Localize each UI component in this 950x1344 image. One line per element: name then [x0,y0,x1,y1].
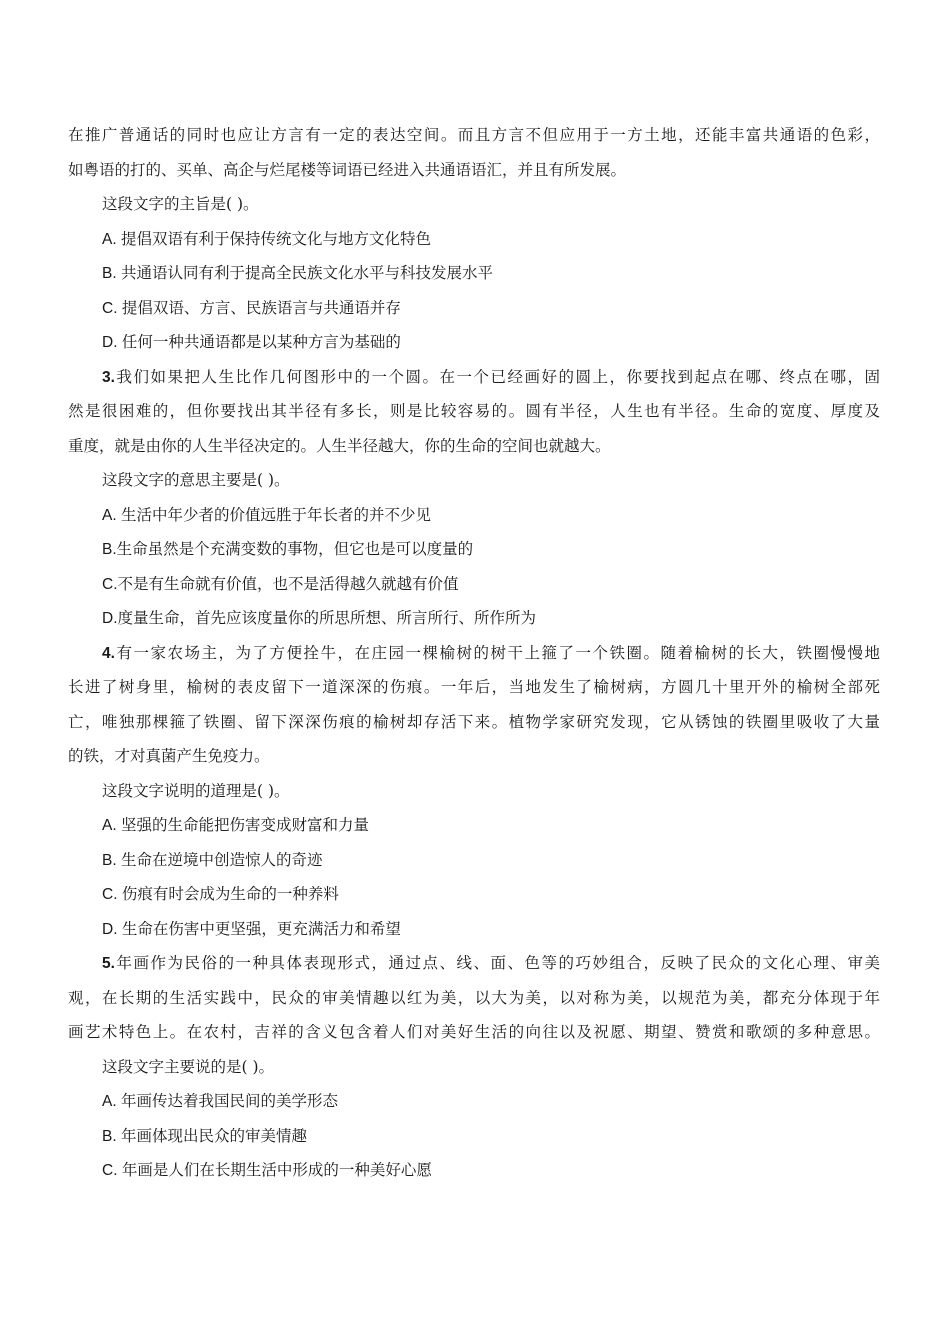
option-text: 生命虽然是个充满变数的事物，但它也是可以度量的 [116,540,474,558]
option-a [68,222,880,257]
option-letter: B. [102,265,121,282]
passage-line: 如粤语的打的、买单、高企与烂尾楼等词语已经进入共通语语汇，并且有所发展。 [68,160,627,179]
question-number: 4. [102,644,115,662]
option-c [68,877,880,912]
option-letter: B. [102,541,117,558]
option-c [68,1153,880,1188]
question-prompt: 这段文字的意思主要是( )。 [102,471,290,489]
passage-line [68,636,880,671]
option-b [68,256,880,291]
option-letter: D. [102,920,122,938]
option-d [68,912,880,947]
passage-text: 年画作为民俗的一种具体表现形式，通过点、线、面、色等的巧妙组合，反映了民众的文化心理、审美 [114,954,880,972]
option-b [68,532,880,567]
option-text: 年画传达着我国民间的美学形态 [120,1092,338,1110]
option-text: 伤痕有时会成为生命的一种养料 [121,885,339,903]
passage-line [68,360,880,395]
option-a [68,1084,880,1119]
option-letter: D. [102,334,122,351]
option-text: 共通语认同有利于提高全民族文化水平与科技发展水平 [120,264,493,282]
passage-line: 观，在长期的生活实践中，民众的审美情趣以红为美，以大为美，以对称为美，以规范为美，都充分体现于年 [68,988,880,1007]
question-prompt: 这段文字说明的道理是( )。 [102,781,290,800]
option-letter: B. [102,851,121,869]
option-c [68,567,880,602]
option-c [68,291,880,326]
option-text: 度量生命，首先应该度量你的所思所想、所言所行、所作所为 [117,609,537,627]
option-letter: C. [102,299,122,317]
option-letter: D. [102,610,118,627]
passage-line: 长进了树身里，榆树的表皮留下一道深深的伤痕。一年后，当地发生了榆树病，方圆几十里开外的榆树全部死 [68,678,880,696]
passage-line [68,946,880,981]
question-number: 5. [102,955,115,972]
question-number: 3. [102,368,115,386]
option-d [68,601,880,636]
option-letter: A. [102,817,121,834]
option-text: 提倡双语、方言、民族语言与共通语并存 [121,298,401,317]
option-text: 年画体现出民众的审美情趣 [120,1126,307,1145]
option-text: 年画是人们在长期生活中形成的一种美好心愿 [121,1161,432,1179]
option-letter: C. [102,575,118,593]
option-text: 生命在逆境中创造惊人的奇迹 [120,850,323,869]
passage-line: 的铁，才对真菌产生免疫力。 [68,747,270,765]
option-text: 不是有生命就有价值，也不是活得越久就越有价值 [117,574,459,593]
passage-line: 在推广普通话的同时也应让方言有一定的表达空间。而且方言不但应用于一方土地，还能丰富共通语的色彩， [68,126,880,144]
option-text: 任何一种共通语都是以某种方言为基础的 [121,333,401,351]
option-letter: B. [102,1127,121,1145]
option-letter: C. [102,886,122,903]
option-a [68,808,880,843]
passage-line: 然是很困难的，但你要找出其半径有多长，则是比较容易的。圆有半径，人生也有半径。生命的宽度、厚度及 [68,402,880,420]
option-text: 生命在伤害中更坚强，更充满活力和希望 [121,919,401,938]
option-text: 提倡双语有利于保持传统文化与地方文化特色 [120,229,431,248]
option-b [68,843,880,878]
option-a [68,498,880,533]
option-text: 坚强的生命能把伤害变成财富和力量 [120,816,369,834]
question-prompt: 这段文字的主旨是( )。 [102,195,259,213]
passage-line: 重度，就是由你的人生半径决定的。人生半径越大，你的生命的空间也就越大。 [68,436,611,455]
option-d [68,325,880,360]
question-prompt: 这段文字主要说的是( )。 [102,1057,275,1076]
passage-line: 亡，唯独那棵箍了铁圈、留下深深伤痕的榆树却存活下来。植物学家研究发现，它从锈蚀的铁圈里吸收了大量 [68,712,880,731]
option-text: 生活中年少者的价值远胜于年长者的并不少见 [120,505,431,524]
option-letter: C. [102,1162,122,1179]
document-body [68,118,880,1188]
passage-text: 有一家农场主，为了方便拴牛，在庄园一棵榆树的树干上箍了一个铁圈。随着榆树的长大，铁圈慢慢地 [114,643,880,662]
passage-text: 我们如果把人生比作几何图形中的一个圆。在一个已经画好的圆上，你要找到起点在哪、终点在哪，固 [114,367,880,386]
option-b [68,1119,880,1154]
passage-line: 画艺术特色上。在农村，吉祥的含义包含着人们对美好生活的向往以及祝愿、期望、赞赏和歌颂的多种意思。 [68,1023,880,1041]
option-letter: A. [102,230,121,248]
option-letter: A. [102,506,121,524]
option-letter: A. [102,1093,121,1110]
